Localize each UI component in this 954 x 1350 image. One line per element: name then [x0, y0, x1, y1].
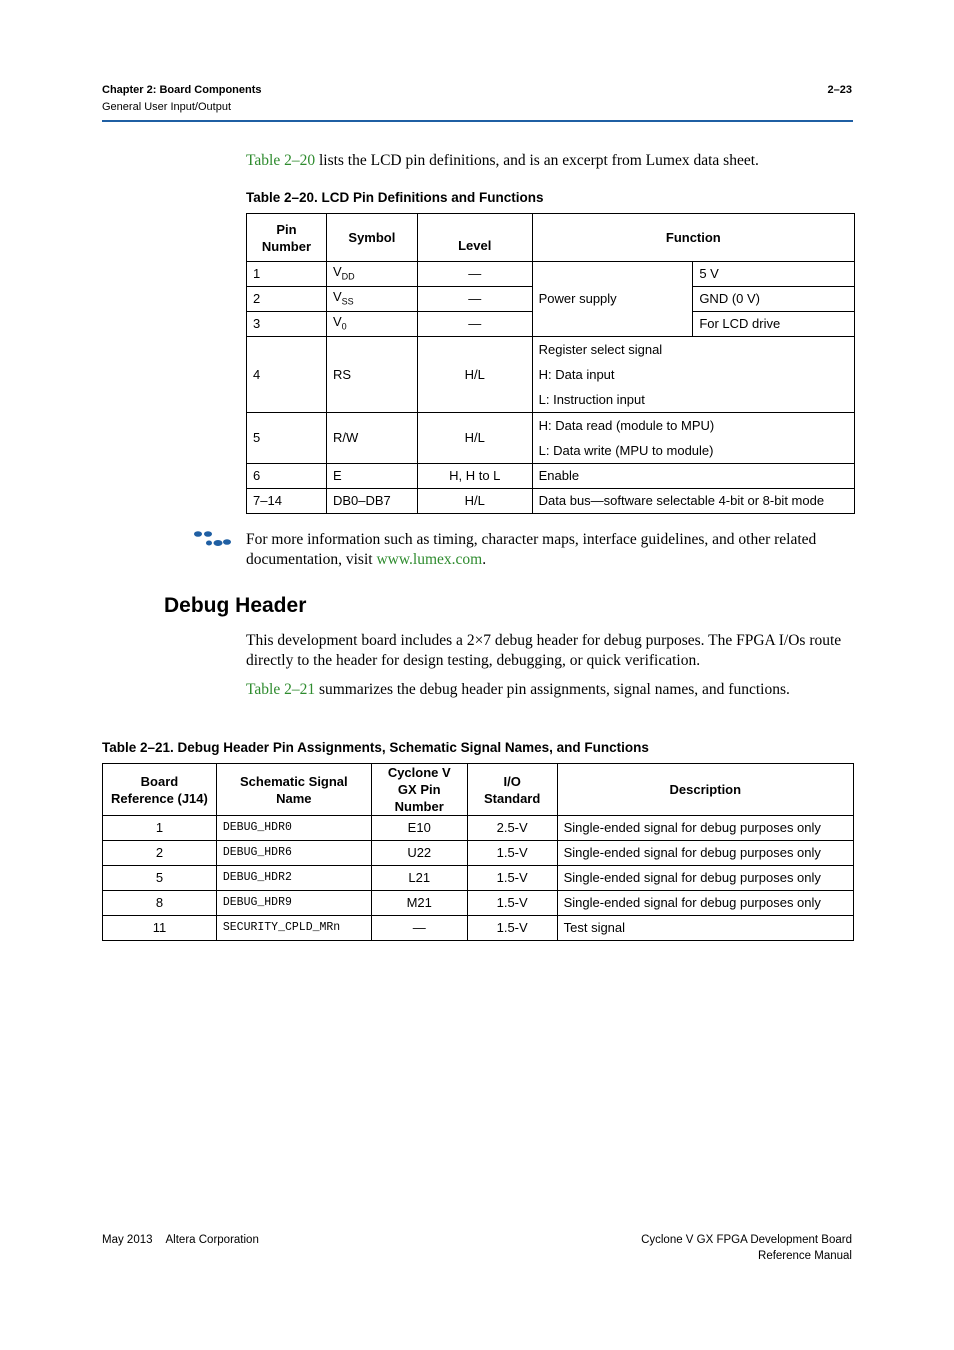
table-row [103, 891, 854, 916]
function-detail-cell: For LCD drive [693, 312, 855, 337]
io-cell: 2.5-V [467, 816, 557, 841]
col-symbol: Symbol [326, 214, 417, 262]
desc-cell: Test signal [557, 916, 853, 941]
table-row [103, 816, 854, 841]
footer-right [641, 1232, 852, 1264]
power-supply-cell: Power supply [532, 262, 693, 337]
table-2-20-caption: Table 2–20. LCD Pin Definitions and Functions [246, 190, 544, 205]
chapter-title: Chapter 2: Board Components [102, 84, 262, 96]
function-line: H: Data input [538, 367, 615, 382]
ref-cell: 1 [103, 816, 217, 841]
io-cell: 1.5-V [467, 866, 557, 891]
function-cell: Data bus—software selectable 4-bit or 8-bit mode [532, 489, 854, 514]
table-row [247, 464, 855, 489]
function-cell [532, 337, 854, 413]
pin-cell: E10 [371, 816, 467, 841]
debug-paragraph-1: This development board includes a 2×7 debug header for debug purposes. The FPGA I/Os route directly to the header for design testing, debugging, or quick verification. [246, 632, 842, 669]
pin-cell: U22 [371, 841, 467, 866]
ref-cell: 5 [103, 866, 217, 891]
level-cell: — [417, 287, 532, 312]
pin-cell: 6 [247, 464, 327, 489]
symbol-cell: $V_{DD}$ [326, 262, 417, 287]
footer-left [102, 1232, 259, 1248]
footer-date: May 2013 [102, 1234, 153, 1246]
pin-cell: M21 [371, 891, 467, 916]
col-description: Description [557, 764, 853, 816]
function-detail-cell: 5 V [693, 262, 855, 287]
debug-header-heading: Debug Header [164, 594, 307, 617]
lcd-pin-table [246, 213, 855, 514]
header-rule [102, 120, 853, 122]
footer-doc-subtitle: Reference Manual [758, 1250, 852, 1262]
pin-cell: 7–14 [247, 489, 327, 514]
ref-cell: 11 [103, 916, 217, 941]
pin-cell: L21 [371, 866, 467, 891]
col-pin-number: Cyclone V GX Pin Number [371, 764, 467, 816]
table-2-21-caption: Table 2–21. Debug Header Pin Assignments, Schematic Signal Names, and Functions [102, 740, 649, 755]
table-row [103, 866, 854, 891]
desc-cell: Single-ended signal for debug purposes only [557, 891, 853, 916]
symbol-cell: DB0–DB7 [326, 489, 417, 514]
signal-cell: DEBUG_HDR6 [216, 841, 371, 866]
table-row [247, 337, 855, 413]
level-cell: H/L [417, 413, 532, 464]
table-2-21-link[interactable]: Table 2–21 [246, 681, 316, 698]
function-cell: Enable [532, 464, 854, 489]
function-line: H: Data read (module to MPU) [538, 418, 715, 433]
col-level: Level [417, 214, 532, 262]
table-row [247, 413, 855, 464]
ref-cell: 8 [103, 891, 217, 916]
signal-cell: DEBUG_HDR9 [216, 891, 371, 916]
pin-cell: 5 [247, 413, 327, 464]
col-function: Function [532, 214, 854, 262]
pin-cell: 1 [247, 262, 327, 287]
col-board-reference: Board Reference (J14) [103, 764, 217, 816]
signal-cell: SECURITY_CPLD_MRn [216, 916, 371, 941]
desc-cell: Single-ended signal for debug purposes only [557, 866, 853, 891]
pin-cell: 2 [247, 287, 327, 312]
symbol-cell: E [326, 464, 417, 489]
table-row [247, 262, 855, 287]
level-cell: H/L [417, 489, 532, 514]
symbol-cell: $V_0$ [326, 312, 417, 337]
io-cell: 1.5-V [467, 916, 557, 941]
desc-cell: Single-ended signal for debug purposes only [557, 841, 853, 866]
col-io-standard: I/O Standard [467, 764, 557, 816]
debug-header-table [102, 763, 854, 941]
section-title: General User Input/Output [102, 101, 232, 113]
function-line: L: Instruction input [538, 392, 645, 407]
note-end: . [482, 551, 487, 568]
level-cell: H, H to L [417, 464, 532, 489]
function-line: L: Data write (MPU to module) [538, 443, 714, 458]
page-number: 2–23 [827, 84, 852, 96]
note-text: For more information such as timing, character maps, interface guidelines, and other related documentation, visit [246, 531, 817, 568]
function-detail-cell: GND (0 V) [693, 287, 855, 312]
level-cell: H/L [417, 337, 532, 413]
level-cell: — [417, 262, 532, 287]
pin-cell: — [371, 916, 467, 941]
footer-doc-title: Cyclone V GX FPGA Development Board [641, 1234, 852, 1246]
desc-cell: Single-ended signal for debug purposes only [557, 816, 853, 841]
col-signal-name: Schematic Signal Name [216, 764, 371, 816]
signal-cell: DEBUG_HDR0 [216, 816, 371, 841]
debug-paragraph-2 [246, 680, 816, 700]
function-cell [532, 413, 854, 464]
footer-company: Altera Corporation [165, 1234, 259, 1246]
pin-cell: 4 [247, 337, 327, 413]
symbol-cell: R/W [326, 413, 417, 464]
note-paragraph [246, 530, 856, 570]
debug-paragraph-2-text: summarizes the debug header pin assignments, signal names, and functions. [315, 681, 790, 698]
intro-paragraph [246, 151, 856, 171]
ref-cell: 2 [103, 841, 217, 866]
symbol-cell: RS [326, 337, 417, 413]
lumex-link[interactable]: www.lumex.com [376, 551, 483, 568]
note-footprints-icon [193, 530, 233, 548]
intro-text: lists the LCD pin definitions, and is an excerpt from Lumex data sheet. [315, 152, 759, 169]
level-cell: — [417, 312, 532, 337]
table-row [247, 489, 855, 514]
function-line: Register select signal [538, 342, 663, 357]
io-cell: 1.5-V [467, 841, 557, 866]
io-cell: 1.5-V [467, 891, 557, 916]
table-row [103, 916, 854, 941]
table-2-20-link[interactable]: Table 2–20 [246, 152, 316, 169]
pin-cell: 3 [247, 312, 327, 337]
col-pin-number: Pin Number [247, 214, 327, 262]
table-row [103, 841, 854, 866]
signal-cell: DEBUG_HDR2 [216, 866, 371, 891]
symbol-cell: $V_{SS}$ [326, 287, 417, 312]
